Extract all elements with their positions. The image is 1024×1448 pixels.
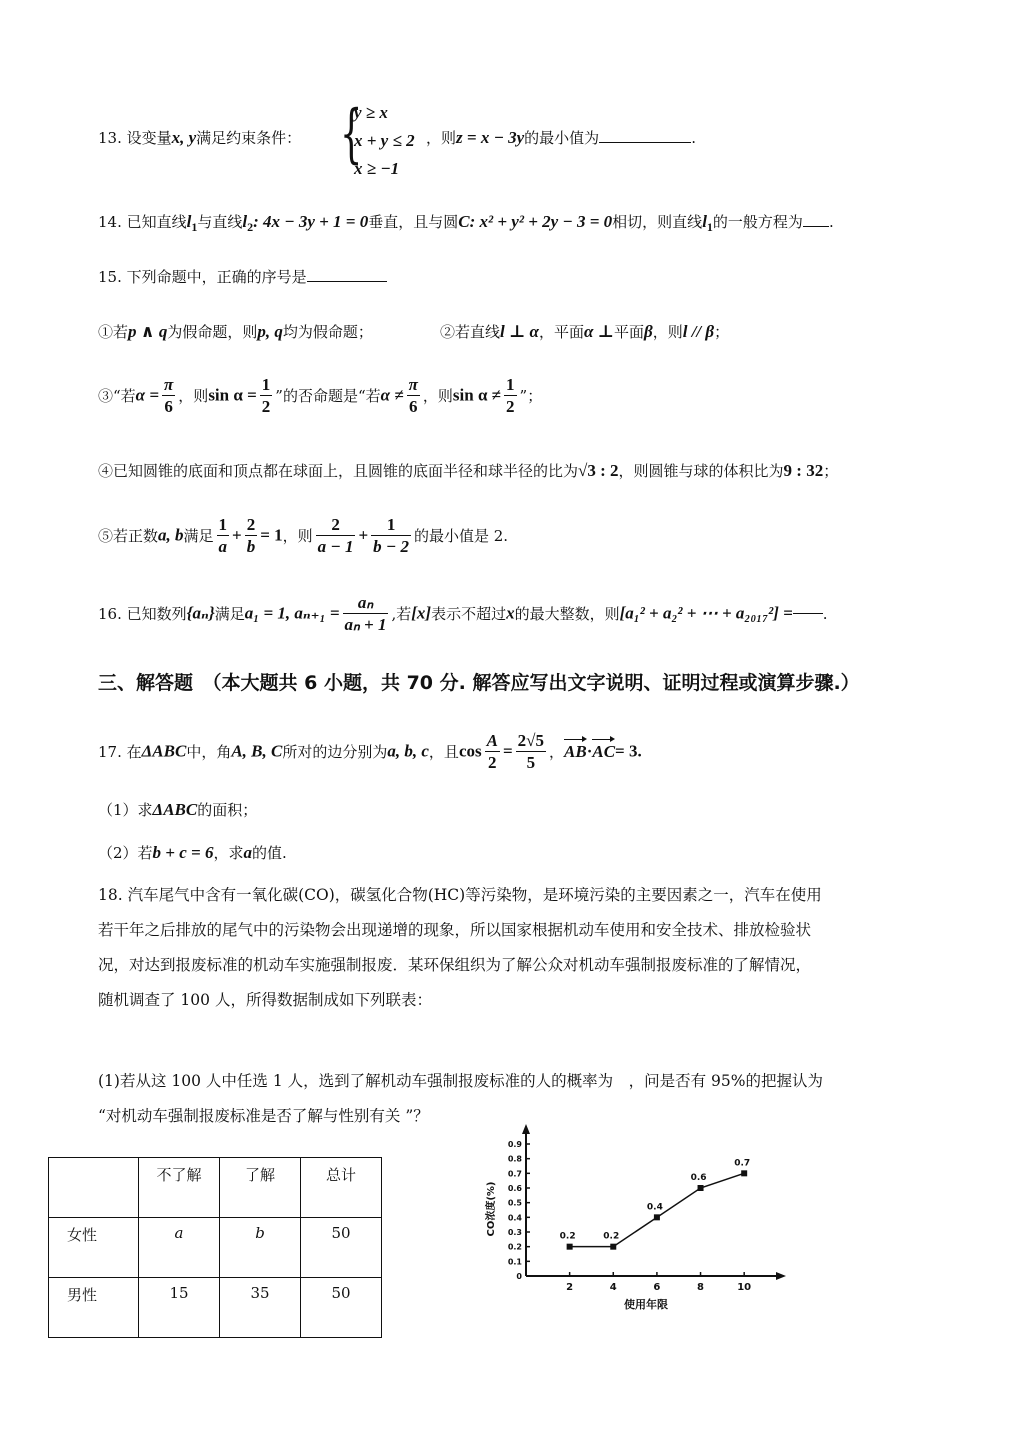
q13-constraint-3: x ≥ −1 bbox=[354, 159, 400, 178]
fraction-recurrence: $\frac{\text{aₙ}}{\text{aₙ + 1}}$ bbox=[344, 593, 387, 635]
q16-sum: [a₁² + a₂² + ⋯ + a₂₀₁₇²] = bbox=[619, 603, 793, 623]
q18-subquestion-1: (1)若从这 100 人中任选 1 人，选到了解机动车强制报废标准的人的概率为 ，问是否有 95%的把握认为 “对机动车强制报废标准是否了解与性别有关 ”？ bbox=[98, 1072, 823, 1125]
q16-stem: 16. 已知数列{aₙ}满足a₁ = 1, aₙ₊₁ = $\frac{\text{aₙ}}{\text{aₙ + 1}}$ ,若[x]表示不超过x的最大整数，则[a₁² + a₂² + ⋯ + a₂₀₁₇²] = . bbox=[98, 593, 828, 635]
data-point bbox=[610, 1244, 616, 1250]
q13-answer-blank[interactable] bbox=[599, 142, 691, 143]
q16-answer-blank[interactable] bbox=[793, 613, 823, 614]
vector-ac: AC bbox=[592, 741, 616, 761]
data-point bbox=[654, 1214, 660, 1220]
fraction-a-2: $\frac{A}{2}$ bbox=[486, 731, 498, 773]
data-label: 0.6 bbox=[690, 1173, 707, 1183]
q13-expr: z = x − 3y bbox=[456, 128, 525, 147]
x-tick-label: 8 bbox=[697, 1282, 705, 1293]
x-tick-label: 2 bbox=[566, 1282, 574, 1293]
fraction-2root5-5: $\frac{2√5}{5}$ bbox=[517, 731, 544, 773]
q13-brace: { bbox=[340, 97, 363, 171]
co-concentration-line-chart bbox=[480, 1122, 790, 1322]
q14-line-eq: : 4x − 3y + 1 = 0 bbox=[253, 212, 369, 231]
q15-item-4: ④已知圆锥的底面和顶点都在球面上，且圆锥的底面半径和球半径的比为√3 : 2，则圆锥与球的体积比为9 : 32； bbox=[98, 461, 839, 480]
y-tick-label: 0.9 bbox=[507, 1140, 522, 1149]
x-axis-label: 使用年限 bbox=[624, 1298, 668, 1311]
q13-tail: ，则z = x − 3y的最小值为 . bbox=[426, 128, 696, 147]
q14-circle-eq: C: x² + y² + 2y − 3 = 0 bbox=[458, 212, 613, 231]
q14-answer-blank[interactable] bbox=[803, 226, 829, 227]
q15-answer-blank[interactable] bbox=[307, 281, 387, 282]
fraction-1-2: $\frac{1}{2}$ bbox=[261, 375, 271, 417]
q17-part-1: （1）求ΔABC的面积； bbox=[98, 800, 258, 819]
data-label: 0.7 bbox=[734, 1158, 751, 1169]
q15-item-2: ②若直线l ⊥ α，平面α ⊥平面β，则l // β； bbox=[440, 322, 730, 341]
table-header-cell: 不了解 bbox=[139, 1158, 220, 1218]
data-label: 0.4 bbox=[646, 1202, 663, 1213]
q17-part-2: （2）若b + c = 6，求a的值. bbox=[98, 843, 287, 862]
q15-item-3: ③“若α = $\frac{\pi}{6}$ ，则sin α = $\frac{1}{2}$ ”的否命题是“若α ≠ $\frac{\pi}{6}$ ，则sin α ≠ $\frac{1}{2}$ ”； bbox=[98, 375, 543, 417]
vector-ab: AB bbox=[564, 741, 587, 761]
table-row bbox=[49, 1278, 382, 1338]
y-tick-label: 0.1 bbox=[507, 1257, 522, 1267]
table-cell: 男性 bbox=[49, 1278, 139, 1338]
table-cell: 50 bbox=[301, 1278, 382, 1338]
data-label: 0.2 bbox=[603, 1231, 620, 1242]
fraction-1-2-neg: $\frac{1}{2}$ bbox=[506, 375, 515, 417]
contingency-table bbox=[48, 1157, 382, 1338]
table-header-cell: 了解 bbox=[220, 1158, 301, 1218]
fraction-pi-6: $\frac{\pi}{6}$ bbox=[164, 375, 174, 417]
y-tick-label: 0.2 bbox=[507, 1242, 522, 1252]
x-tick-label: 6 bbox=[653, 1282, 661, 1293]
table-cell: 50 bbox=[301, 1218, 382, 1278]
q15-item-1: ①若p ∧ q为假命题，则p, q均为假命题； bbox=[98, 322, 373, 341]
table-cell: 35 bbox=[220, 1278, 301, 1338]
section-heading: 三、解答题 （本大题共 6 小题，共 70 分. 解答应写出文字说明、证明过程或演算步骤.） bbox=[98, 672, 860, 694]
table-header-cell bbox=[49, 1158, 139, 1218]
q15-stem: 15. 下列命题中，正确的序号是 bbox=[98, 268, 387, 286]
y-tick-label: 0.4 bbox=[507, 1213, 522, 1223]
fraction-1-b-2: $\frac{1}{b - 2}$ bbox=[373, 515, 409, 557]
y-tick-label: 0.8 bbox=[507, 1154, 522, 1164]
q16-sequence: {aₙ} bbox=[186, 603, 215, 623]
table-cell: b bbox=[220, 1218, 301, 1278]
q13-vars: x, y bbox=[171, 128, 197, 147]
x-axis-arrow-icon bbox=[776, 1272, 786, 1280]
x-tick-label: 4 bbox=[609, 1282, 617, 1293]
q15-item-5: ⑤若正数a, b满足 $\frac{1}{a}$ + $\frac{2}{b}$ = 1，则 $\frac{2}{a - 1}$ + $\frac{1}{b - 2}$ 的最小值是 2. bbox=[98, 515, 509, 557]
q14-stem: 14. 已知直线$l_1$与直线$l_2$: 4x − 3y + 1 = 0垂直，且与圆C: x² + y² + 2y − 3 = 0相切，则直线$l_1$的一般方程为 . bbox=[98, 212, 834, 234]
data-point bbox=[698, 1185, 704, 1191]
fraction-pi-6-neg: $\frac{\pi}{6}$ bbox=[408, 375, 418, 417]
data-label: 0.2 bbox=[559, 1231, 576, 1242]
y-tick-label: 0.5 bbox=[507, 1198, 522, 1208]
table-cell: a bbox=[139, 1218, 220, 1278]
y-axis-label: CO浓度(%) bbox=[486, 1181, 497, 1237]
data-point bbox=[741, 1170, 747, 1176]
q18-paragraph: 18. 汽车尾气中含有一氧化碳(CO)，碳氢化合物(HC)等污染物，是环境污染的主要因素之一，汽车在使用 若干年之后排放的尾气中的污染物会出现递增的现象，所以国家根据机动车使用和安全技术、排放检验状 况，对达到报废标准的机动车实施强制报废．某环保组织为了解公众对机动车强制报废标准的了解情况， 随机调查了 100 人，所得数据制成如下列联表： bbox=[98, 886, 822, 1009]
table-header-cell: 总计 bbox=[301, 1158, 382, 1218]
table-row bbox=[49, 1218, 382, 1278]
q13-constraint-2: x + y ≤ 2 bbox=[354, 131, 415, 150]
y-tick-label: 0 bbox=[516, 1272, 522, 1281]
table-cell: 15 bbox=[139, 1278, 220, 1338]
q17-stem: 17. 在ΔABC中，角A, B, C所对的边分别为a, b, c，且cos $\frac{A}{2}$ = $\frac{2√5}{5}$ ，AB·AC= 3. bbox=[98, 731, 642, 773]
q13-stem: 13. 设变量x, y满足约束条件： bbox=[98, 128, 302, 147]
table-cell: 女性 bbox=[49, 1218, 139, 1278]
y-tick-label: 0.6 bbox=[507, 1184, 522, 1193]
y-tick-label: 0.3 bbox=[507, 1228, 522, 1237]
table-header-row bbox=[49, 1158, 382, 1218]
y-tick-label: 0.7 bbox=[507, 1169, 522, 1179]
x-tick-label: 10 bbox=[737, 1282, 752, 1293]
data-point bbox=[567, 1244, 573, 1250]
fraction-1-a: $\frac{1}{a}$ bbox=[218, 515, 228, 557]
fraction-2-a-1: $\frac{2}{a - 1}$ bbox=[317, 515, 354, 557]
fraction-2-b: $\frac{2}{b}$ bbox=[246, 515, 256, 557]
y-axis-arrow-icon bbox=[522, 1124, 530, 1134]
q13-constraint-1: y ≥ x bbox=[354, 103, 388, 122]
